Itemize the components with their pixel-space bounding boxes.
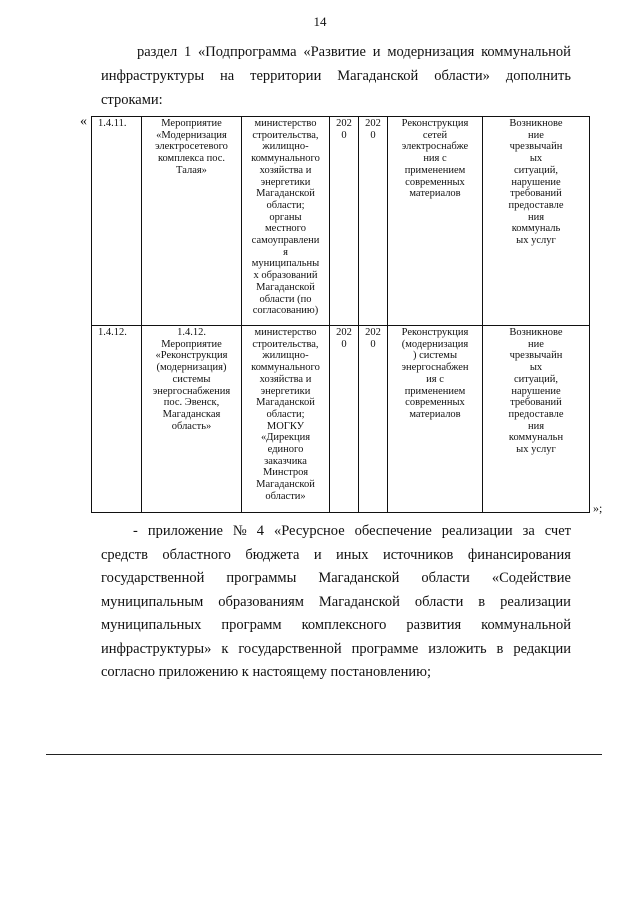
text-line: 1: [184, 44, 192, 60]
paragraph-line: [101, 520, 571, 544]
measure-code: [92, 326, 142, 513]
text-line: счет: [544, 523, 571, 539]
text-line: образованиям: [218, 593, 304, 610]
text-line: -: [133, 523, 138, 539]
text-line: Мероприятие: [161, 338, 222, 350]
text-line: обеспечение: [354, 523, 432, 539]
text-line: ситуаций,: [514, 164, 558, 176]
text-line: чрезвычайн: [509, 350, 563, 362]
text-line: комплекса пос.: [157, 153, 226, 165]
text-line: бюджета: [245, 546, 300, 563]
text-line: финансирования: [467, 546, 571, 563]
text-line: Магаданской: [256, 479, 315, 491]
text-line: единого: [267, 444, 304, 456]
measure-result: [388, 117, 483, 326]
text-line: электросетевого: [155, 141, 228, 153]
text-line: нарушение: [511, 176, 561, 188]
measure-executor: [242, 117, 330, 326]
text-line: средств: [101, 546, 148, 563]
text-line: области»: [434, 68, 490, 84]
text-line: программы: [226, 570, 297, 586]
text-line: строками:: [101, 92, 163, 108]
measure-end-year: [359, 326, 388, 513]
text-line: Магаданской: [256, 281, 315, 293]
intro-paragraph: [101, 40, 571, 112]
text-line: «Дирекция: [260, 432, 311, 444]
text-line: 1.4.11.: [98, 118, 127, 129]
text-line: материалов: [409, 408, 461, 420]
text-line: за: [522, 523, 535, 539]
measure-risk: [483, 117, 590, 326]
text-line: жилищно-: [262, 141, 309, 153]
text-line: современных: [405, 397, 465, 409]
text-line: заказчика: [264, 455, 307, 467]
text-line: в: [478, 593, 486, 610]
text-line: «Ресурсное: [273, 523, 345, 539]
paragraph-line: [101, 638, 571, 662]
text-line: и: [372, 44, 381, 60]
text-line: муниципальным: [101, 593, 204, 610]
text-line: области: [414, 593, 464, 610]
text-line: 202: [365, 327, 381, 338]
text-line: ) системы: [412, 350, 457, 362]
intro-line: [101, 64, 571, 88]
text-line: Возникнове: [509, 327, 563, 338]
measure-risk: [483, 326, 590, 513]
text-line: №: [232, 523, 247, 539]
text-line: самоуправлени: [251, 235, 320, 247]
text-line: ых: [529, 362, 543, 374]
measure-result: [388, 326, 483, 513]
text-line: программ: [221, 617, 282, 633]
text-line: инфраструктуры»: [101, 640, 212, 657]
text-line: 1.4.12.: [98, 327, 127, 338]
footer-rule: [46, 754, 602, 755]
text-line: электроснабже: [401, 141, 469, 153]
text-line: раздел: [137, 44, 178, 60]
text-line: реализации: [500, 593, 571, 610]
measure-name: [142, 326, 242, 513]
text-line: Возникнове: [509, 118, 563, 129]
text-line: на: [220, 68, 235, 84]
text-line: энергетики: [260, 385, 311, 397]
text-line: системы: [172, 373, 211, 385]
table-row: [92, 117, 590, 326]
text-line: энергетики: [260, 176, 311, 188]
measure-executor: [242, 326, 330, 513]
text-line: строительства,: [252, 129, 319, 141]
text-line: местного: [265, 223, 306, 235]
text-line: требований: [510, 188, 562, 200]
text-line: Реконструкция: [401, 327, 469, 338]
measure-code: [92, 117, 142, 326]
text-line: согласно приложению к настоящему постановлению;: [101, 664, 431, 680]
text-line: требований: [510, 397, 562, 409]
text-line: муниципальны: [251, 258, 320, 270]
text-line: хозяйства и: [259, 373, 312, 385]
text-line: коммунального: [251, 362, 320, 374]
text-line: 202: [336, 118, 352, 129]
text-line: сетей: [422, 129, 448, 141]
text-line: коммунальной: [481, 617, 571, 633]
text-line: согласованию): [252, 305, 319, 317]
text-line: ния: [527, 211, 545, 223]
text-line: иных: [336, 546, 369, 563]
text-line: редакции: [513, 640, 571, 657]
table-row: [92, 326, 590, 513]
text-line: 4: [256, 523, 264, 539]
text-line: (модернизация: [401, 338, 469, 350]
text-line: ние: [528, 338, 544, 350]
text-line: источников: [382, 546, 454, 563]
text-line: 0: [370, 129, 376, 141]
text-line: в: [496, 640, 504, 657]
text-line: Талая»: [176, 164, 207, 176]
measure-name: [142, 117, 242, 326]
measures-table: [91, 116, 590, 513]
text-line: жилищно-: [262, 350, 309, 362]
text-line: области;: [266, 199, 305, 211]
text-line: ситуаций,: [514, 373, 558, 385]
text-line: инфраструктуры: [101, 68, 205, 84]
text-line: государственной: [238, 640, 342, 657]
text-line: территории: [250, 68, 322, 84]
appendix-paragraph: [101, 520, 571, 685]
text-line: область»: [171, 420, 212, 432]
text-line: предоставле: [508, 408, 564, 420]
text-line: муниципальных: [101, 617, 202, 633]
text-line: энергоснабжения: [152, 385, 231, 397]
text-line: области (по: [259, 293, 312, 305]
text-line: коммунального: [251, 153, 320, 165]
text-line: Магаданская: [162, 408, 221, 420]
text-line: 0: [370, 338, 376, 350]
text-line: ние: [528, 129, 544, 141]
paragraph-line: [101, 591, 571, 615]
paragraph-line: [101, 661, 571, 685]
text-line: комплексного: [301, 617, 387, 633]
paragraph-line: [101, 567, 571, 591]
text-line: области»: [265, 490, 306, 502]
text-line: и: [313, 546, 322, 563]
text-line: строительства,: [252, 338, 319, 350]
text-line: Магаданской: [337, 68, 419, 84]
measure-end-year: [359, 117, 388, 326]
closing-quote: »;: [593, 501, 603, 515]
text-line: «Содействие: [491, 570, 571, 586]
text-line: ния: [527, 420, 545, 432]
text-line: министерство: [254, 118, 317, 129]
intro-line: [101, 88, 571, 112]
text-line: модернизация: [387, 44, 475, 60]
text-line: энергоснабжен: [401, 362, 469, 374]
text-line: я: [283, 246, 288, 258]
text-line: предоставле: [508, 199, 564, 211]
text-line: дополнить: [505, 68, 571, 84]
text-line: ых услуг: [516, 444, 556, 456]
intro-line: [101, 40, 571, 64]
text-line: «Реконструкция: [155, 350, 228, 362]
text-line: Магаданской: [318, 570, 400, 586]
text-line: к: [221, 640, 229, 657]
text-line: МОГКУ: [266, 420, 305, 432]
text-line: 1.4.12.: [177, 327, 206, 338]
text-line: коммунальной: [481, 44, 571, 60]
text-line: 0: [341, 129, 347, 141]
text-line: «Развитие: [303, 44, 366, 60]
measure-start-year: [330, 326, 359, 513]
text-line: ния с: [423, 153, 447, 165]
text-line: ых: [529, 153, 543, 165]
text-line: Магаданской: [256, 188, 315, 200]
text-line: Реконструкция: [401, 118, 469, 129]
text-line: государственной: [101, 570, 205, 586]
text-line: «Модернизация: [156, 129, 227, 141]
text-line: Магаданской: [318, 593, 400, 610]
text-line: области: [421, 570, 470, 586]
text-line: развития: [406, 617, 462, 633]
text-line: области;: [266, 408, 305, 420]
text-line: чрезвычайн: [509, 141, 563, 153]
text-line: «Подпрограмма: [198, 44, 297, 60]
text-line: Магаданской: [256, 397, 315, 409]
text-line: 202: [365, 118, 381, 129]
paragraph-line: [101, 614, 571, 638]
text-line: применением: [404, 164, 466, 176]
text-line: Минстроя: [262, 467, 309, 479]
text-line: современных: [405, 176, 465, 188]
text-line: коммуналь: [511, 223, 561, 235]
text-line: хозяйства и: [259, 164, 312, 176]
text-line: органы: [269, 211, 302, 223]
text-line: Мероприятие: [161, 118, 222, 129]
text-line: коммунальн: [508, 432, 564, 444]
text-line: программе: [351, 640, 419, 657]
measure-start-year: [330, 117, 359, 326]
text-line: ых услуг: [516, 235, 556, 247]
text-line: ия с: [426, 373, 444, 385]
text-line: нарушение: [511, 385, 561, 397]
text-line: областного: [162, 546, 231, 563]
text-line: реализации: [441, 523, 513, 539]
opening-quote: «: [80, 114, 87, 129]
text-line: министерство: [254, 327, 317, 338]
text-line: материалов: [409, 188, 461, 200]
paragraph-line: [101, 544, 571, 568]
text-line: изложить: [428, 640, 487, 657]
text-line: х образований: [253, 270, 318, 282]
text-line: (модернизация): [156, 362, 227, 374]
text-line: применением: [404, 385, 466, 397]
text-line: приложение: [147, 523, 223, 539]
text-line: 0: [341, 338, 347, 350]
text-line: 202: [336, 327, 352, 338]
page-number: 14: [313, 14, 327, 29]
text-line: пос. Эвенск,: [163, 397, 220, 409]
